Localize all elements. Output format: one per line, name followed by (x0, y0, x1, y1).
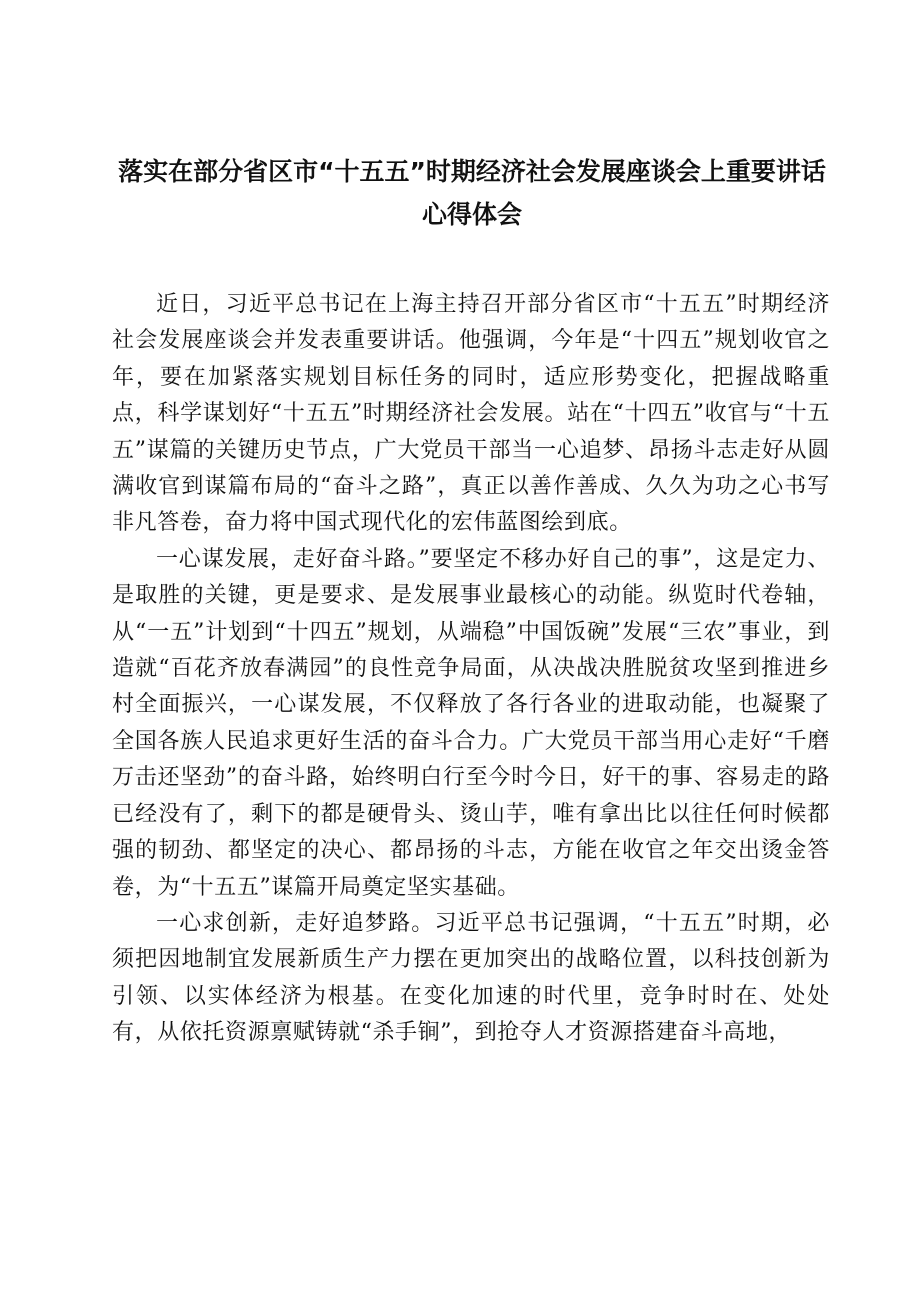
paragraph-1: 近日，习近平总书记在上海主持召开部分省区市“十五五”时期经济社会发展座谈会并发表重要讲话。他强调，今年是“十四五”规划收官之年，要在加紧落实规划目标任务的同时，适应形势变化，把握战略重点，科学谋划好“十五五”时期经济社会发展。站在“十四五”收官与“十五五”谋篇的关键历史节点，广大党员干部当一心追梦、昂扬斗志走好从圆满收官到谋篇布局的“奋斗之路”，真正以善作善成、久久为功之心书写非凡答卷，奋力将中国式现代化的宏伟蓝图绘到底。 (112, 292, 830, 536)
document-body (112, 287, 830, 1052)
paragraph-2: 一心谋发展，走好奋斗路。”要坚定不移办好自己的事”，这是定力、是取胜的关键，更是要求、是发展事业最核心的动能。纵览时代卷轴，从“一五”计划到“十四五”规划，从端稳”中国饭碗”发展“三农”事业，到造就“百花齐放春满园”的良性竞争局面，从决战决胜脱贫攻坚到推进乡村全面振兴，一心谋发展，不仅释放了各行各业的进取动能，也凝聚了全国各族人民追求更好生活的奋斗合力。广大党员干部当用心走好“千磨万击还坚劲”的奋斗路，始终明白行至今时今日，好干的事、容易走的路已经没有了，剩下的都是硬骨头、烫山芋，唯有拿出比以往任何时候都强的韧劲、都坚定的决心、都昂扬的斗志，方能在收官之年交出烫金答卷，为“十五五”谋篇开局奠定坚实基础。 (112, 546, 830, 900)
paragraph-3: 一心求创新，走好追梦路。习近平总书记强调，“十五五”时期，必须把因地制宜发展新质生产力摆在更加突出的战略位置，以科技创新为引领、以实体经济为根基。在变化加速的时代里，竞争时时在、处处有，从依托资源禀赋铸就“杀手锏”，到抢夺人才资源搭建奋斗高地， (112, 910, 830, 1046)
document-title: 落实在部分省区市“十五五”时期经济社会发展座谈会上重要讲话心得体会 (118, 157, 826, 229)
